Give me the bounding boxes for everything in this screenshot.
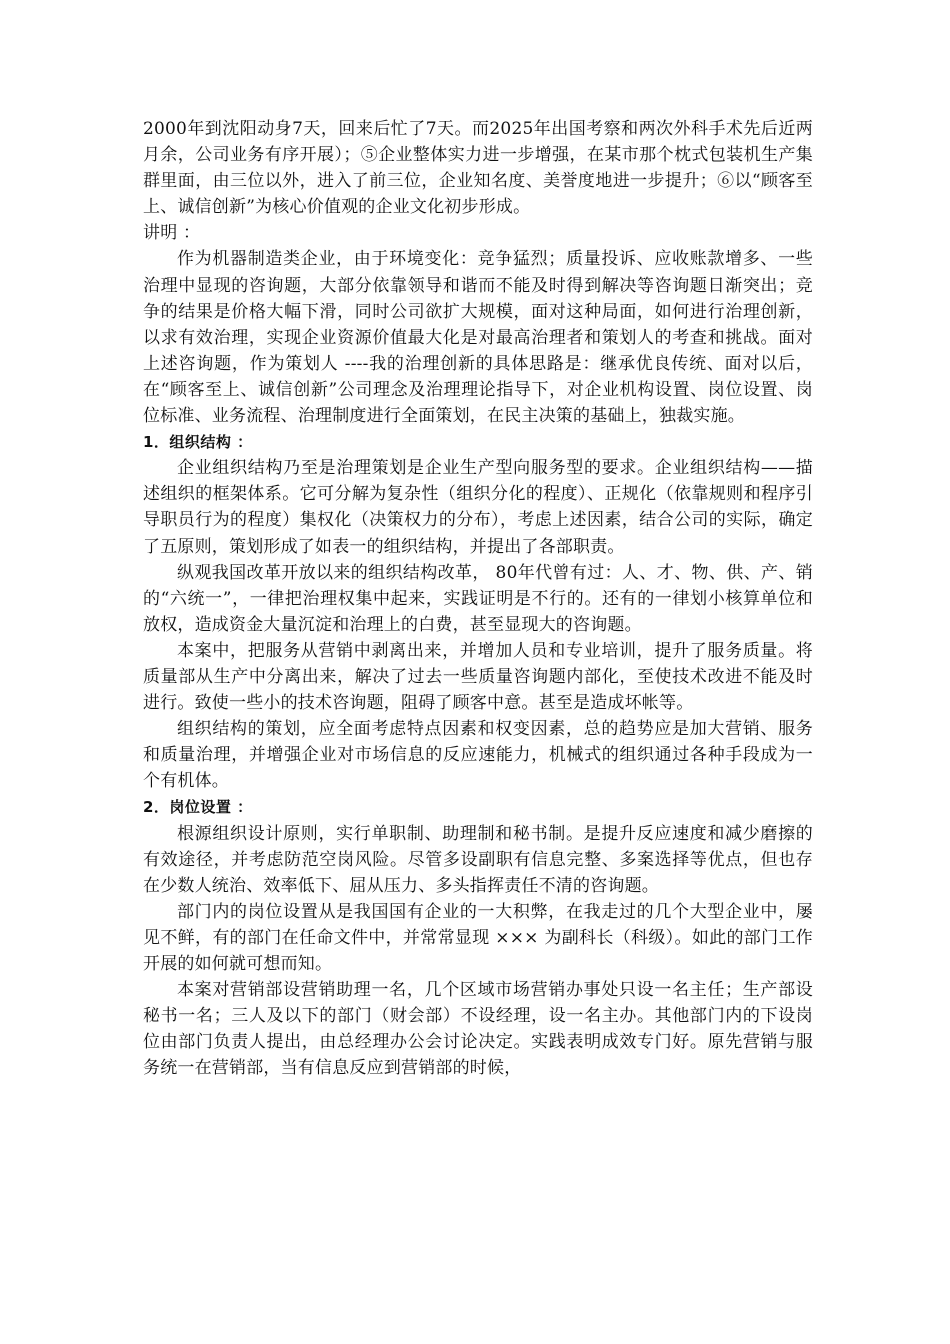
org-paragraph-3: 本案中，把服务从营销中剥离出来，并增加人员和专业培训，提升了服务质量。将质量部从生产中分离出来，解决了过去一些质量咨询题内部化，至使技术改进不能及时进行。致使一些小的技术咨询题，阻碍了顾客中意。甚至是造成坏帐等。 <box>143 640 813 714</box>
section-heading-post-setting: 2．岗位设置 ： <box>143 798 253 817</box>
intro-paragraph: 2000年到沈阳动身7天，回来后忙了7天。而2025年出国考察和两次外科手术先后近两月余，公司业务有序开展）；⑤企业整体实力进一步增强，在某市那个枕式包装机生产集群里面，由三位以外，进入了前三位，企业知名度、美誉度地进一步提升；⑥以“顾客至上、诚信创新”为核心价值观的企业文化初步形成。 <box>143 119 813 218</box>
org-paragraph-4: 组织结构的策划，应全面考虑特点因素和权变因素，总的趋势应是加大营销、服务和质量治理，并增强企业对市场信息的反应速能力，机械式的组织通过各种手段成为一个有机体。 <box>143 719 813 792</box>
section-heading-org-structure: 1．组织结构 ： <box>143 433 253 452</box>
post-paragraph-3: 本案对营销部设营销助理一名，几个区域市场营销办事处只设一名主任；生产部设秘书一名；三人及以下的部门（财会部）不设经理，设一名主办。其他部门内的下设岗位由部门负责人提出，由总经理办公会讨论决定。实践表明成效专门好。原先营销与服务统一在营销部，当有信息反应到营销部的时候， <box>143 980 813 1079</box>
explain-paragraph: 作为机器制造类企业，由于环境变化：竞争猛烈；质量投诉、应收账款增多、一些治理中显现的咨询题，大部分依靠领导和谐而不能及时得到解决等咨询题日渐突出；竞争的结果是价格大幅下滑，同时公司欲扩大规模，面对这种局面，如何进行治理创新，以求有效治理，实现企业资源价值最大化是对最高治理者和策划人的考查和挑战。面对上述咨询题，作为策划人 ----我的治理创新的具体思路是：继承优良传统、面对以后，在“顾客至上、诚信创新”公司理念及治理理论指导下，对企业机构设置、岗位设置、岗位标准、业务流程、治理制度进行全面策划，在民主决策的基础上，独裁实施。 <box>143 249 813 427</box>
org-paragraph-2: 纵观我国改革开放以来的组织结构改革， 80年代曾有过：人、才、物、供、产、销的“六统一”，一律把治理权集中起来，实践证明是不行的。还有的一律划小核算单位和放权，造成资金大量沉淀和治理上的白费，甚至显现大的咨询题。 <box>143 562 813 635</box>
post-paragraph-2: 部门内的岗位设置从是我国国有企业的一大积弊，在我走过的几个大型企业中，屡见不鲜，有的部门在任命文件中，并常常显现 ××× 为副科长（科级）。如此的部门工作开展的如何就可想而知。 <box>143 901 813 974</box>
post-paragraph-1: 根源组织设计原则，实行单职制、助理制和秘书制。是提升反应速度和减少磨擦的有效途径，并考虑防范空岗风险。尽管多设副职有信息完整、多案选择等优点，但也存在少数人统治、效率低下、屈从压力、多头指挥责任不清的咨询题。 <box>143 823 813 896</box>
document-body <box>143 116 813 1081</box>
org-paragraph-1: 企业组织结构乃至是治理策划是企业生产型向服务型的要求。企业组织结构——描述组织的框架体系。它可分解为复杂性（组织分化的程度）、正规化（依靠规则和程序引导职员行为的程度）集权化（决策权力的分布），考虑上述因素，结合公司的实际，确定了五原则，策划形成了如表一的组织结构，并提出了各部职责。 <box>143 458 813 557</box>
explain-label: 讲明 ： <box>143 223 201 244</box>
